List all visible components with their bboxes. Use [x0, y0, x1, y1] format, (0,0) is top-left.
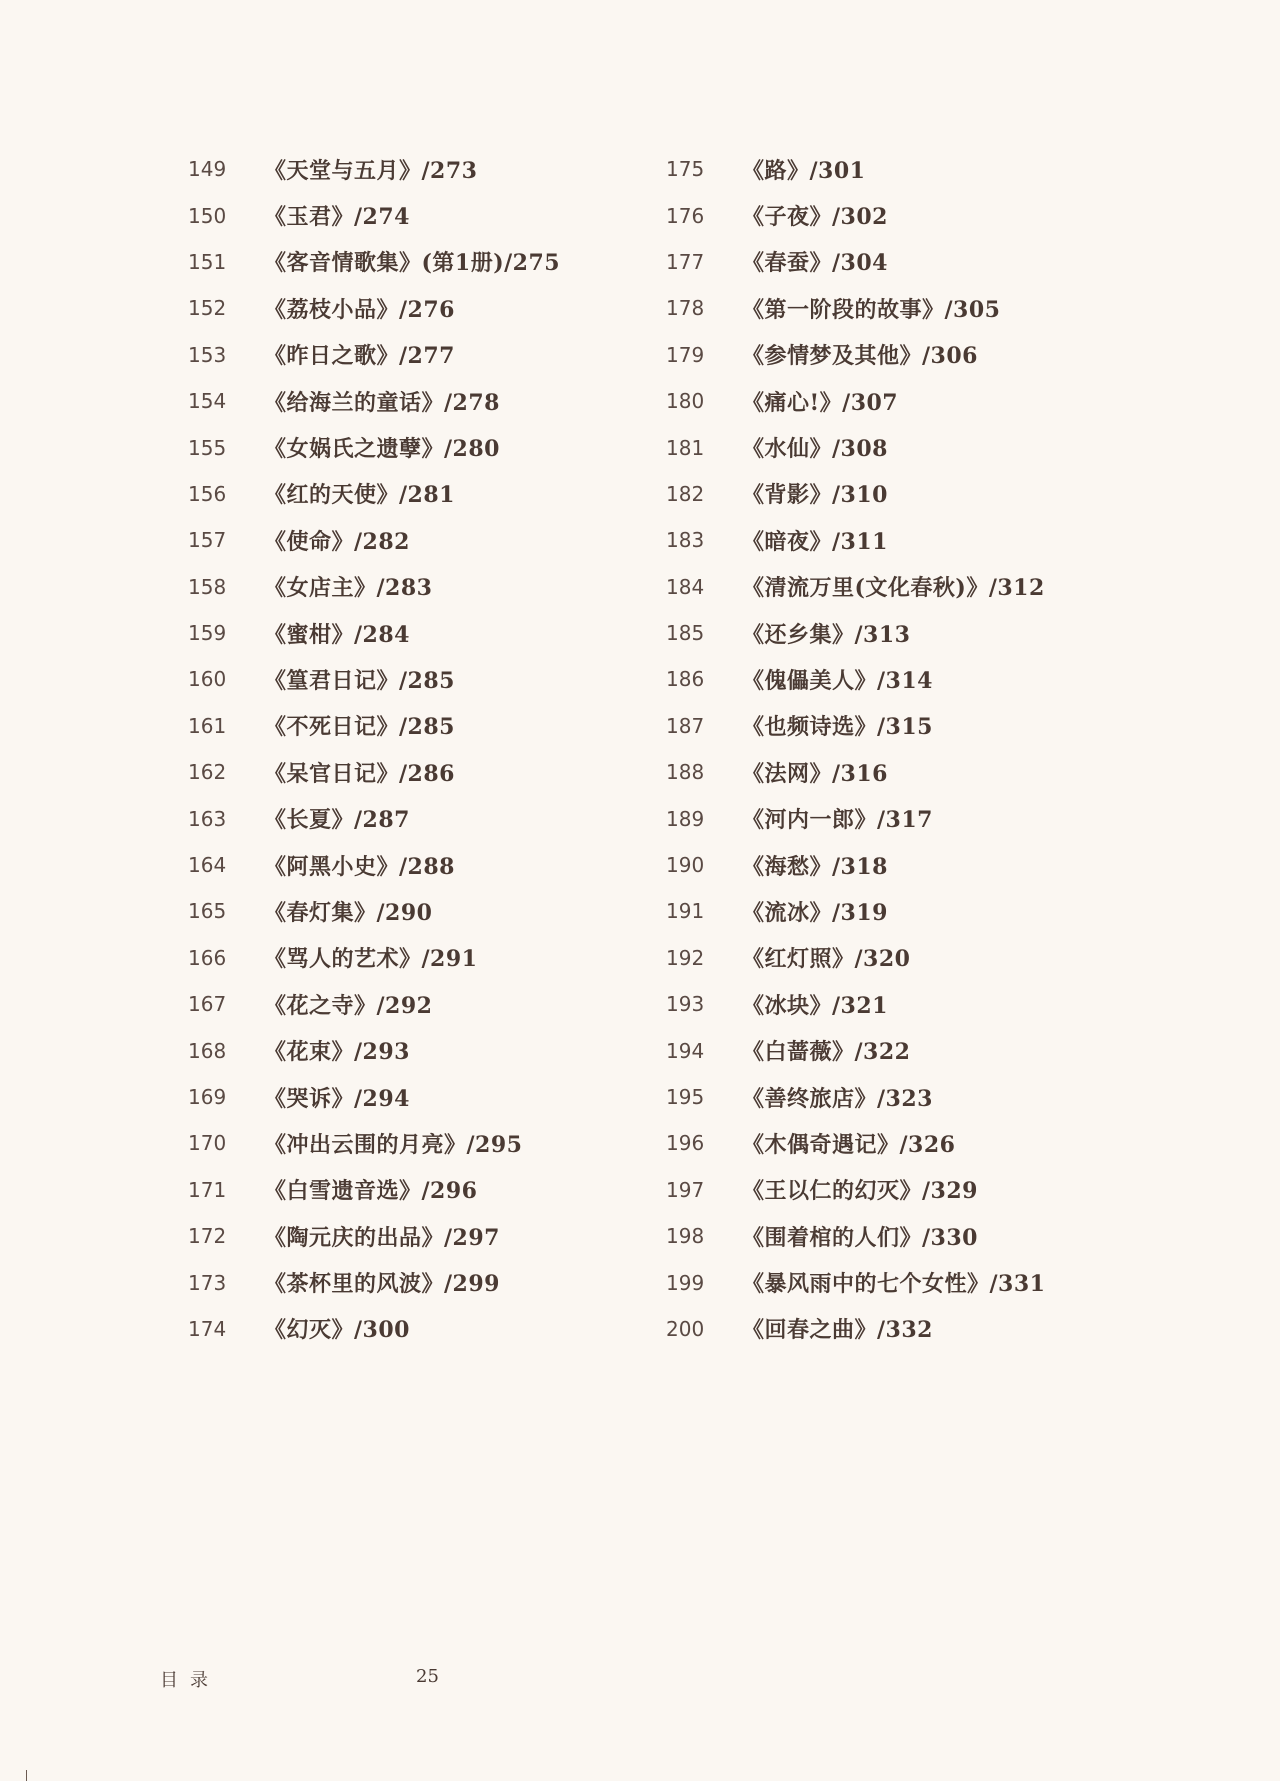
toc-entry	[666, 656, 1045, 702]
toc-entry-number: 159	[188, 621, 227, 646]
toc-entry-number: 184	[666, 574, 705, 599]
toc-entry-title: 《茶杯里的风波》/299	[264, 1271, 500, 1298]
toc-entry-title: 《哭诉》/294	[264, 1085, 410, 1112]
toc-entry-title: 《蜜柑》/284	[264, 621, 410, 648]
toc-entry-title: 《幻灭》/300	[264, 1317, 410, 1344]
toc-entry-number: 181	[666, 435, 705, 460]
toc-entry-number: 188	[666, 760, 705, 785]
toc-entry-title: 《白蔷薇》/322	[742, 1039, 911, 1066]
toc-entry-title: 《女娲氏之遗孽》/280	[264, 436, 500, 463]
toc-entry-number: 182	[666, 481, 705, 506]
footer-section-label: 目录	[160, 1670, 220, 1691]
toc-entry-title: 《给海兰的童话》/278	[264, 389, 500, 416]
toc-entry-title: 《玉君》/274	[264, 204, 410, 231]
toc-entry-number: 186	[666, 667, 705, 692]
toc-entry	[188, 1027, 560, 1073]
toc-entry	[666, 564, 1045, 610]
toc-entry	[666, 239, 1045, 285]
toc-entry	[188, 795, 560, 841]
toc-entry	[188, 610, 560, 656]
toc-entry	[188, 192, 560, 238]
toc-entry-title: 《呆官日记》/286	[264, 760, 455, 787]
toc-entry-number: 183	[666, 528, 705, 553]
toc-entry-number: 162	[188, 760, 227, 785]
toc-entry-number: 153	[188, 342, 227, 367]
toc-entry	[188, 656, 560, 702]
toc-entry-title: 《长夏》/287	[264, 807, 410, 834]
toc-entry-number: 165	[188, 899, 227, 924]
toc-entry	[188, 1167, 560, 1213]
toc-entry-number: 176	[666, 203, 705, 228]
toc-entry-number: 164	[188, 853, 227, 878]
toc-entry-title: 《路》/301	[742, 157, 866, 184]
toc-entry-number: 157	[188, 528, 227, 553]
toc-entry-title: 《还乡集》/313	[742, 621, 911, 648]
toc-entry-title: 《参情梦及其他》/306	[742, 343, 978, 370]
toc-right-column	[666, 146, 1045, 1352]
toc-entry-title: 《陶元庆的出品》/297	[264, 1224, 500, 1251]
toc-entry-number: 174	[188, 1316, 227, 1341]
toc-entry-title: 《红的天使》/281	[264, 482, 455, 509]
toc-entry-title: 《海愁》/318	[742, 853, 888, 880]
toc-entry	[188, 1306, 560, 1352]
toc-entry	[188, 146, 560, 192]
toc-entry-title: 《阿黑小史》/288	[264, 853, 455, 880]
toc-entry-number: 154	[188, 389, 227, 414]
toc-entry-number: 200	[666, 1316, 705, 1341]
toc-entry-number: 177	[666, 249, 705, 274]
toc-entry-title: 《清流万里(文化春秋)》/312	[742, 575, 1045, 602]
toc-entry-title: 《也频诗选》/315	[742, 714, 933, 741]
toc-entry-title: 《法网》/316	[742, 760, 888, 787]
toc-entry-title: 《篁君日记》/285	[264, 667, 455, 694]
toc-entry	[666, 1167, 1045, 1213]
toc-entry-number: 170	[188, 1131, 227, 1156]
toc-entry	[666, 378, 1045, 424]
toc-entry	[188, 424, 560, 470]
toc-entry-title: 《背影》/310	[742, 482, 888, 509]
toc-entry-number: 167	[188, 992, 227, 1017]
toc-entry	[188, 332, 560, 378]
toc-entry-number: 175	[666, 157, 705, 182]
toc-entry-title: 《木偶奇遇记》/326	[742, 1131, 956, 1158]
toc-entry-number: 190	[666, 853, 705, 878]
toc-entry-title: 《天堂与五月》/273	[264, 157, 478, 184]
toc-entry-title: 《围着棺的人们》/330	[742, 1224, 978, 1251]
toc-entry-number: 156	[188, 481, 227, 506]
toc-entry-number: 158	[188, 574, 227, 599]
toc-entry	[666, 424, 1045, 470]
toc-entry	[188, 1074, 560, 1120]
footer-page-number: 25	[416, 1666, 439, 1687]
toc-entry-number: 160	[188, 667, 227, 692]
toc-entry-title: 《不死日记》/285	[264, 714, 455, 741]
toc-entry	[188, 935, 560, 981]
toc-entry-title: 《冲出云围的月亮》/295	[264, 1131, 523, 1158]
toc-entry	[666, 610, 1045, 656]
toc-entry-title: 《客音情歌集》(第1册)/275	[264, 250, 561, 277]
toc-entry-number: 172	[188, 1224, 227, 1249]
toc-entry	[666, 285, 1045, 331]
toc-entry-number: 191	[666, 899, 705, 924]
toc-entry-title: 《暗夜》/311	[742, 528, 888, 555]
toc-entry	[666, 703, 1045, 749]
toc-entry-number: 150	[188, 203, 227, 228]
toc-entry-number: 151	[188, 249, 227, 274]
toc-entry	[188, 981, 560, 1027]
toc-entry-title: 《王以仁的幻灭》/329	[742, 1178, 978, 1205]
toc-entry-title: 《红灯照》/320	[742, 946, 911, 973]
toc-entry-title: 《白雪遗音选》/296	[264, 1178, 478, 1205]
toc-entry-number: 194	[666, 1038, 705, 1063]
toc-entry-title: 《流冰》/319	[742, 899, 888, 926]
toc-entry-number: 189	[666, 806, 705, 831]
toc-entry-number: 179	[666, 342, 705, 367]
toc-entry-number: 193	[666, 992, 705, 1017]
toc-entry	[188, 888, 560, 934]
toc-entry	[666, 1306, 1045, 1352]
toc-entry-number: 196	[666, 1131, 705, 1156]
toc-entry	[188, 471, 560, 517]
toc-entry-number: 173	[188, 1270, 227, 1295]
toc-entry-title: 《花之寺》/292	[264, 992, 433, 1019]
toc-entry-title: 《春灯集》/290	[264, 899, 433, 926]
toc-entry-number: 199	[666, 1270, 705, 1295]
toc-entry	[188, 564, 560, 610]
toc-entry	[666, 192, 1045, 238]
toc-entry-number: 197	[666, 1177, 705, 1202]
toc-entry	[666, 471, 1045, 517]
toc-entry-title: 《回春之曲》/332	[742, 1317, 933, 1344]
toc-entry	[188, 842, 560, 888]
toc-entry	[188, 749, 560, 795]
toc-entry	[666, 146, 1045, 192]
toc-entry-title: 《暴风雨中的七个女性》/331	[742, 1271, 1046, 1298]
toc-entry-title: 《女店主》/283	[264, 575, 433, 602]
toc-entry	[666, 332, 1045, 378]
toc-entry-title: 《荔枝小品》/276	[264, 296, 455, 323]
toc-entry	[666, 795, 1045, 841]
toc-entry-number: 171	[188, 1177, 227, 1202]
toc-entry-title: 《使命》/282	[264, 528, 410, 555]
toc-entry	[666, 935, 1045, 981]
toc-entry	[188, 517, 560, 563]
toc-entry-title: 《昨日之歌》/277	[264, 343, 455, 370]
toc-entry-title: 《春蚕》/304	[742, 250, 888, 277]
toc-entry-number: 169	[188, 1085, 227, 1109]
toc-entry-title: 《冰块》/321	[742, 992, 888, 1019]
toc-entry	[666, 1120, 1045, 1166]
toc-entry	[188, 1259, 560, 1305]
toc-entry	[666, 888, 1045, 934]
toc-entry	[666, 517, 1045, 563]
toc-entry-number: 163	[188, 806, 227, 831]
toc-entry	[188, 703, 560, 749]
toc-entry	[188, 378, 560, 424]
toc-entry-title: 《水仙》/308	[742, 436, 888, 463]
crop-mark	[26, 1770, 27, 1781]
toc-entry-number: 168	[188, 1038, 227, 1063]
toc-entry-title: 《善终旅店》/323	[742, 1085, 933, 1112]
toc-entry-number: 178	[666, 296, 705, 321]
toc-entry-title: 《河内一郎》/317	[742, 807, 933, 834]
toc-entry	[666, 842, 1045, 888]
toc-entry	[666, 1259, 1045, 1305]
toc-entry	[666, 981, 1045, 1027]
toc-entry-title: 《花束》/293	[264, 1039, 410, 1066]
toc-entry-number: 192	[666, 945, 705, 970]
toc-entry-number: 198	[666, 1224, 705, 1249]
toc-entry-title: 《痛心!》/307	[742, 389, 899, 416]
toc-entry-title: 《第一阶段的故事》/305	[742, 296, 1001, 323]
toc-entry-number: 149	[188, 157, 227, 182]
toc-entry-number: 180	[666, 389, 705, 414]
toc-entry	[188, 1213, 560, 1259]
toc-left-column	[188, 146, 560, 1352]
toc-entry	[666, 749, 1045, 795]
toc-entry	[666, 1074, 1045, 1120]
toc-entry	[188, 239, 560, 285]
toc-entry-number: 161	[188, 713, 227, 738]
toc-entry-number: 152	[188, 296, 227, 321]
toc-entry	[188, 1120, 560, 1166]
toc-entry-number: 185	[666, 621, 705, 646]
toc-entry	[666, 1027, 1045, 1073]
toc-entry-title: 《傀儡美人》/314	[742, 667, 933, 694]
toc-entry-title: 《子夜》/302	[742, 204, 888, 231]
toc-entry-number: 166	[188, 945, 227, 970]
toc-entry-number: 195	[666, 1085, 705, 1109]
toc-entry	[188, 285, 560, 331]
toc-entry-title: 《骂人的艺术》/291	[264, 946, 478, 973]
toc-entry-number: 155	[188, 435, 227, 460]
toc-entry	[666, 1213, 1045, 1259]
toc-entry-number: 187	[666, 713, 705, 738]
